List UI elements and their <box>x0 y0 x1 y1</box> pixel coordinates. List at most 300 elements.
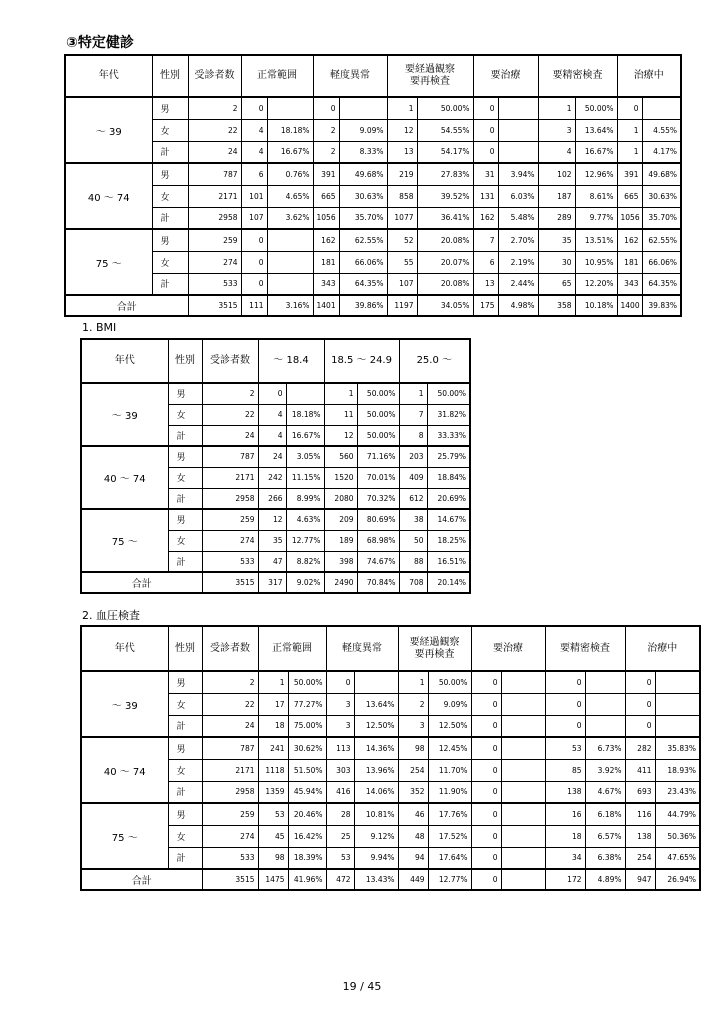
count-cell: 34 <box>545 847 585 869</box>
count-cell: 35 <box>258 530 286 551</box>
total-label: 合計 <box>81 572 202 593</box>
sex-cell: 男 <box>152 229 188 251</box>
percent-cell: 16.42% <box>288 825 326 847</box>
percent-cell: 20.07% <box>417 251 473 273</box>
total-label: 合計 <box>81 869 202 890</box>
count-cell: 4 <box>258 425 286 446</box>
examinee-count-cell: 274 <box>188 251 241 273</box>
count-cell: 107 <box>387 273 417 295</box>
percent-cell: 4.98% <box>498 295 538 316</box>
percent-cell: 13.96% <box>354 759 398 781</box>
count-cell: 0 <box>241 229 267 251</box>
percent-cell: 8.82% <box>286 551 324 572</box>
count-cell: 858 <box>387 185 417 207</box>
count-cell: 17 <box>258 693 288 715</box>
sex-cell: 女 <box>152 251 188 273</box>
count-cell: 0 <box>326 671 354 693</box>
count-cell: 175 <box>473 295 498 316</box>
percent-cell: 18.39% <box>288 847 326 869</box>
count-cell: 2 <box>313 119 339 141</box>
count-cell: 6 <box>473 251 498 273</box>
count-cell: 0 <box>617 97 642 119</box>
column-header: 正常範囲 <box>258 626 326 671</box>
percent-cell: 35.83% <box>655 737 700 759</box>
percent-cell: 6.73% <box>585 737 625 759</box>
count-cell: 0 <box>241 251 267 273</box>
examinee-count-cell: 787 <box>202 737 258 759</box>
sex-cell: 計 <box>152 141 188 163</box>
table-row <box>65 229 681 251</box>
count-cell: 48 <box>398 825 428 847</box>
count-cell: 0 <box>471 693 501 715</box>
column-header: 要精密検査 <box>538 55 617 97</box>
percent-cell: 14.06% <box>354 781 398 803</box>
count-cell: 47 <box>258 551 286 572</box>
count-cell: 55 <box>387 251 417 273</box>
percent-cell <box>501 781 545 803</box>
percent-cell: 12.50% <box>354 715 398 737</box>
sex-cell: 計 <box>168 488 202 509</box>
percent-cell: 17.64% <box>428 847 471 869</box>
count-cell: 665 <box>313 185 339 207</box>
count-cell: 1118 <box>258 759 288 781</box>
count-cell: 0 <box>473 141 498 163</box>
percent-cell: 50.00% <box>575 97 617 119</box>
count-cell: 0 <box>473 119 498 141</box>
examinee-count-cell: 22 <box>188 119 241 141</box>
count-cell: 94 <box>398 847 428 869</box>
percent-cell <box>286 383 324 404</box>
percent-cell: 50.00% <box>417 97 473 119</box>
percent-cell: 66.06% <box>339 251 387 273</box>
column-header: 受診者数 <box>188 55 241 97</box>
percent-cell: 44.79% <box>655 803 700 825</box>
sex-cell: 男 <box>168 803 202 825</box>
percent-cell: 71.16% <box>357 446 399 467</box>
count-cell: 391 <box>313 163 339 185</box>
count-cell: 131 <box>473 185 498 207</box>
count-cell: 181 <box>617 251 642 273</box>
count-cell: 352 <box>398 781 428 803</box>
percent-cell: 8.61% <box>575 185 617 207</box>
examinee-count-cell: 533 <box>202 847 258 869</box>
column-header: 軽度異常 <box>326 626 398 671</box>
percent-cell: 8.99% <box>286 488 324 509</box>
percent-cell: 45.94% <box>288 781 326 803</box>
percent-cell <box>585 671 625 693</box>
header-row <box>81 626 700 671</box>
count-cell: 107 <box>241 207 267 229</box>
count-cell: 0 <box>471 825 501 847</box>
sex-cell: 計 <box>168 551 202 572</box>
count-cell: 0 <box>258 383 286 404</box>
examinee-count-cell: 2958 <box>202 488 258 509</box>
count-cell: 7 <box>399 404 427 425</box>
table-row <box>65 207 681 229</box>
sex-cell: 計 <box>168 847 202 869</box>
sex-cell: 女 <box>168 825 202 847</box>
count-cell: 3 <box>538 119 575 141</box>
count-cell: 1056 <box>617 207 642 229</box>
percent-cell: 41.96% <box>288 869 326 890</box>
count-cell: 708 <box>399 572 427 593</box>
count-cell: 1056 <box>313 207 339 229</box>
percent-cell: 70.84% <box>357 572 399 593</box>
count-cell: 266 <box>258 488 286 509</box>
count-cell: 0 <box>545 671 585 693</box>
percent-cell: 54.17% <box>417 141 473 163</box>
count-cell: 25 <box>326 825 354 847</box>
count-cell: 162 <box>313 229 339 251</box>
percent-cell <box>642 97 681 119</box>
count-cell: 6 <box>241 163 267 185</box>
percent-cell: 50.00% <box>428 671 471 693</box>
count-cell: 88 <box>399 551 427 572</box>
count-cell: 28 <box>326 803 354 825</box>
percent-cell: 64.35% <box>339 273 387 295</box>
percent-cell: 2.70% <box>498 229 538 251</box>
count-cell: 101 <box>241 185 267 207</box>
percent-cell: 54.55% <box>417 119 473 141</box>
count-cell: 53 <box>258 803 288 825</box>
sex-cell: 計 <box>152 273 188 295</box>
percent-cell: 68.98% <box>357 530 399 551</box>
sex-cell: 計 <box>168 715 202 737</box>
percent-cell: 11.70% <box>428 759 471 781</box>
age-group-label: ～ 39 <box>65 97 152 163</box>
count-cell: 24 <box>258 446 286 467</box>
table-row <box>81 803 700 825</box>
percent-cell: 4.65% <box>267 185 313 207</box>
percent-cell: 5.48% <box>498 207 538 229</box>
count-cell: 254 <box>398 759 428 781</box>
count-cell: 18 <box>258 715 288 737</box>
table-row <box>81 715 700 737</box>
count-cell: 1401 <box>313 295 339 316</box>
examinee-count-cell: 787 <box>188 163 241 185</box>
count-cell: 38 <box>399 509 427 530</box>
count-cell: 0 <box>625 693 655 715</box>
count-cell: 2490 <box>324 572 357 593</box>
count-cell: 138 <box>625 825 655 847</box>
percent-cell: 12.45% <box>428 737 471 759</box>
percent-cell: 33.33% <box>427 425 470 446</box>
table-row <box>81 509 470 530</box>
percent-cell: 18.25% <box>427 530 470 551</box>
percent-cell <box>339 97 387 119</box>
examinee-count-cell: 2171 <box>202 467 258 488</box>
percent-cell: 50.36% <box>655 825 700 847</box>
count-cell: 0 <box>625 715 655 737</box>
count-cell: 693 <box>625 781 655 803</box>
percent-cell <box>501 737 545 759</box>
count-cell: 1 <box>324 383 357 404</box>
percent-cell: 47.65% <box>655 847 700 869</box>
count-cell: 12 <box>324 425 357 446</box>
percent-cell <box>498 97 538 119</box>
age-group-label: ～ 39 <box>81 383 168 446</box>
count-cell: 282 <box>625 737 655 759</box>
count-cell: 12 <box>387 119 417 141</box>
percent-cell: 12.50% <box>428 715 471 737</box>
column-header: 要精密検査 <box>545 626 625 671</box>
percent-cell: 11.90% <box>428 781 471 803</box>
percent-cell: 39.86% <box>339 295 387 316</box>
sex-cell: 男 <box>168 509 202 530</box>
count-cell: 4 <box>241 141 267 163</box>
percent-cell: 13.64% <box>575 119 617 141</box>
percent-cell <box>501 869 545 890</box>
count-cell: 560 <box>324 446 357 467</box>
total-label: 合計 <box>65 295 188 316</box>
sex-cell: 女 <box>152 185 188 207</box>
count-cell: 53 <box>545 737 585 759</box>
count-cell: 45 <box>258 825 288 847</box>
count-cell: 1 <box>538 97 575 119</box>
percent-cell: 75.00% <box>288 715 326 737</box>
percent-cell: 27.83% <box>417 163 473 185</box>
count-cell: 113 <box>326 737 354 759</box>
percent-cell: 31.82% <box>427 404 470 425</box>
count-cell: 416 <box>326 781 354 803</box>
percent-cell: 64.35% <box>642 273 681 295</box>
section-title: ③特定健診 <box>66 35 134 51</box>
count-cell: 98 <box>258 847 288 869</box>
percent-cell: 4.63% <box>286 509 324 530</box>
count-cell: 8 <box>399 425 427 446</box>
count-cell: 472 <box>326 869 354 890</box>
count-cell: 343 <box>313 273 339 295</box>
count-cell: 187 <box>538 185 575 207</box>
percent-cell: 9.12% <box>354 825 398 847</box>
percent-cell: 0.76% <box>267 163 313 185</box>
percent-cell: 6.03% <box>498 185 538 207</box>
percent-cell <box>501 671 545 693</box>
count-cell: 0 <box>471 737 501 759</box>
percent-cell <box>354 671 398 693</box>
examinee-count-cell: 2958 <box>202 781 258 803</box>
percent-cell: 6.57% <box>585 825 625 847</box>
table-row <box>81 737 700 759</box>
percent-cell: 23.43% <box>655 781 700 803</box>
column-header: 18.5 ～ 24.9 <box>324 339 399 383</box>
count-cell: 116 <box>625 803 655 825</box>
examinee-count-cell: 274 <box>202 825 258 847</box>
table-row <box>81 759 700 781</box>
count-cell: 46 <box>398 803 428 825</box>
percent-cell: 49.68% <box>642 163 681 185</box>
count-cell: 0 <box>471 759 501 781</box>
percent-cell: 25.79% <box>427 446 470 467</box>
sex-cell: 計 <box>168 425 202 446</box>
column-header: 治療中 <box>617 55 681 97</box>
percent-cell: 12.77% <box>428 869 471 890</box>
count-cell: 1 <box>617 119 642 141</box>
count-cell: 172 <box>545 869 585 890</box>
percent-cell <box>585 715 625 737</box>
percent-cell: 17.52% <box>428 825 471 847</box>
percent-cell <box>501 825 545 847</box>
table-row <box>65 97 681 119</box>
percent-cell: 11.15% <box>286 467 324 488</box>
count-cell: 0 <box>545 693 585 715</box>
column-header: 性別 <box>168 339 202 383</box>
sex-cell: 女 <box>152 119 188 141</box>
count-cell: 0 <box>313 97 339 119</box>
count-cell: 1 <box>617 141 642 163</box>
column-header: 要治療 <box>473 55 538 97</box>
examinee-count-cell: 24 <box>202 715 258 737</box>
percent-cell: 20.46% <box>288 803 326 825</box>
sex-cell: 女 <box>168 693 202 715</box>
sex-cell: 男 <box>168 446 202 467</box>
count-cell: 31 <box>473 163 498 185</box>
count-cell: 665 <box>617 185 642 207</box>
table-row <box>81 383 470 404</box>
count-cell: 947 <box>625 869 655 890</box>
column-header: 要治療 <box>471 626 545 671</box>
percent-cell: 35.70% <box>339 207 387 229</box>
age-group-label: 40 ～ 74 <box>81 737 168 803</box>
count-cell: 3 <box>326 693 354 715</box>
percent-cell: 2.44% <box>498 273 538 295</box>
percent-cell: 39.83% <box>642 295 681 316</box>
percent-cell <box>655 671 700 693</box>
count-cell: 391 <box>617 163 642 185</box>
percent-cell: 4.67% <box>585 781 625 803</box>
count-cell: 12 <box>258 509 286 530</box>
age-group-label: 75 ～ <box>65 229 152 295</box>
percent-cell <box>501 715 545 737</box>
count-cell: 85 <box>545 759 585 781</box>
count-cell: 1 <box>387 97 417 119</box>
count-cell: 343 <box>617 273 642 295</box>
age-group-label: ～ 39 <box>81 671 168 737</box>
examinee-count-cell: 259 <box>188 229 241 251</box>
percent-cell: 13.51% <box>575 229 617 251</box>
age-group-label: 75 ～ <box>81 509 168 572</box>
percent-cell: 50.00% <box>357 404 399 425</box>
count-cell: 219 <box>387 163 417 185</box>
examinee-count-cell: 2958 <box>188 207 241 229</box>
count-cell: 102 <box>538 163 575 185</box>
column-header: 治療中 <box>625 626 700 671</box>
total-row <box>81 572 470 593</box>
column-header: ～ 18.4 <box>258 339 324 383</box>
examinee-count-cell: 3515 <box>188 295 241 316</box>
examinee-count-cell: 2 <box>202 671 258 693</box>
percent-cell: 12.20% <box>575 273 617 295</box>
count-cell: 0 <box>545 715 585 737</box>
sex-cell: 男 <box>168 671 202 693</box>
table-row <box>81 781 700 803</box>
count-cell: 0 <box>625 671 655 693</box>
examinee-count-cell: 24 <box>202 425 258 446</box>
count-cell: 241 <box>258 737 288 759</box>
count-cell: 30 <box>538 251 575 273</box>
count-cell: 4 <box>538 141 575 163</box>
count-cell: 181 <box>313 251 339 273</box>
count-cell: 0 <box>471 671 501 693</box>
percent-cell: 10.18% <box>575 295 617 316</box>
sex-cell: 男 <box>152 163 188 185</box>
count-cell: 13 <box>473 273 498 295</box>
percent-cell: 62.55% <box>642 229 681 251</box>
table-row <box>81 847 700 869</box>
column-header: 性別 <box>168 626 202 671</box>
sex-cell: 女 <box>168 467 202 488</box>
examinee-count-cell: 24 <box>188 141 241 163</box>
column-header: 受診者数 <box>202 339 258 383</box>
percent-cell: 30.63% <box>339 185 387 207</box>
percent-cell <box>267 229 313 251</box>
page-number: 19 / 45 <box>342 980 382 993</box>
count-cell: 1359 <box>258 781 288 803</box>
percent-cell: 4.17% <box>642 141 681 163</box>
count-cell: 0 <box>471 781 501 803</box>
percent-cell <box>501 759 545 781</box>
header-row <box>65 55 681 97</box>
percent-cell: 4.89% <box>585 869 625 890</box>
table-row <box>65 163 681 185</box>
count-cell: 0 <box>471 847 501 869</box>
percent-cell: 20.08% <box>417 229 473 251</box>
percent-cell: 3.92% <box>585 759 625 781</box>
table-row <box>81 671 700 693</box>
examinee-count-cell: 259 <box>202 803 258 825</box>
sex-cell: 女 <box>168 759 202 781</box>
count-cell: 53 <box>326 847 354 869</box>
count-cell: 1 <box>258 671 288 693</box>
sex-cell: 男 <box>168 737 202 759</box>
blood-pressure-table <box>80 625 701 891</box>
table-row <box>65 141 681 163</box>
count-cell: 18 <box>545 825 585 847</box>
count-cell: 3 <box>398 715 428 737</box>
percent-cell: 6.38% <box>585 847 625 869</box>
count-cell: 203 <box>399 446 427 467</box>
percent-cell: 20.08% <box>417 273 473 295</box>
percent-cell: 50.00% <box>357 425 399 446</box>
column-header: 性別 <box>152 55 188 97</box>
percent-cell <box>655 715 700 737</box>
percent-cell: 36.41% <box>417 207 473 229</box>
percent-cell: 16.67% <box>575 141 617 163</box>
percent-cell: 10.95% <box>575 251 617 273</box>
percent-cell: 18.18% <box>267 119 313 141</box>
count-cell: 7 <box>473 229 498 251</box>
percent-cell: 77.27% <box>288 693 326 715</box>
count-cell: 162 <box>473 207 498 229</box>
percent-cell <box>655 693 700 715</box>
percent-cell: 50.00% <box>357 383 399 404</box>
count-cell: 1077 <box>387 207 417 229</box>
count-cell: 2 <box>398 693 428 715</box>
percent-cell: 2.19% <box>498 251 538 273</box>
count-cell: 0 <box>473 97 498 119</box>
count-cell: 16 <box>545 803 585 825</box>
percent-cell: 51.50% <box>288 759 326 781</box>
percent-cell: 12.96% <box>575 163 617 185</box>
percent-cell <box>267 251 313 273</box>
column-header: 年代 <box>81 626 168 671</box>
count-cell: 1 <box>398 671 428 693</box>
examinee-count-cell: 533 <box>188 273 241 295</box>
table-row <box>81 693 700 715</box>
percent-cell: 74.67% <box>357 551 399 572</box>
count-cell: 0 <box>471 803 501 825</box>
table-row <box>81 825 700 847</box>
